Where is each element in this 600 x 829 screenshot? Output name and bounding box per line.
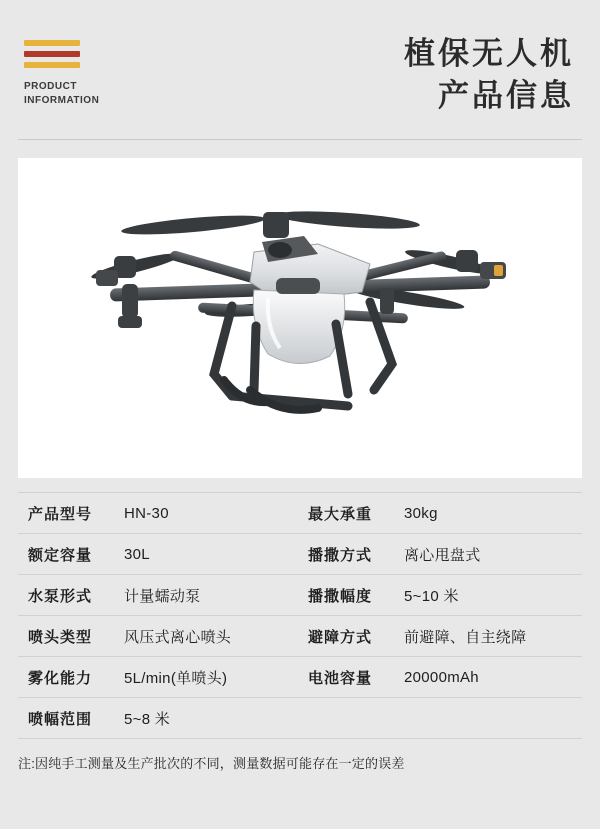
table-row — [18, 575, 582, 616]
spec-label: 喷头类型 — [28, 628, 93, 646]
spec-label: 雾化能力 — [28, 669, 93, 687]
page-header — [0, 0, 600, 150]
header-divider — [18, 139, 582, 140]
page-title-line2: 产品信息 — [438, 77, 574, 114]
spec-value: HN-30 — [124, 504, 169, 522]
spec-label: 避障方式 — [308, 628, 373, 646]
brand-caption-line2: INFORMATION — [24, 94, 100, 106]
brand-bars-icon — [24, 40, 80, 68]
spec-value: 20000mAh — [404, 668, 479, 686]
spec-value: 风压式离心喷头 — [124, 628, 232, 646]
spec-value: 30L — [124, 545, 150, 563]
spec-value: 计量蠕动泵 — [124, 587, 201, 605]
brand-caption — [24, 80, 144, 107]
spec-label: 产品型号 — [28, 505, 93, 523]
spec-value: 前避障、自主绕障 — [404, 628, 527, 646]
spec-label: 水泵形式 — [28, 587, 93, 605]
spec-value: 30kg — [404, 504, 438, 522]
spec-label: 播撒幅度 — [308, 587, 373, 605]
brand-caption-line1: PRODUCT — [24, 81, 77, 92]
measurement-note: 注:因纯手工测量及生产批次的不同，测量数据可能存在一定的误差 — [18, 756, 405, 771]
spec-label: 播撒方式 — [308, 546, 373, 564]
spec-value: 5~8 米 — [124, 710, 171, 728]
spec-table — [18, 492, 582, 739]
product-photo — [18, 158, 582, 478]
spec-label: 最大承重 — [308, 505, 373, 523]
drone-illustration — [18, 158, 582, 478]
table-row — [18, 534, 582, 575]
table-row — [18, 493, 582, 534]
spec-value: 5L/min(单喷头) — [124, 669, 228, 687]
brand-block — [24, 40, 144, 107]
table-row — [18, 657, 582, 698]
spec-label: 额定容量 — [28, 546, 93, 564]
table-row — [18, 616, 582, 657]
spec-label: 电池容量 — [308, 669, 373, 687]
spec-value: 离心甩盘式 — [404, 546, 481, 564]
page-title — [404, 34, 582, 118]
table-row — [18, 698, 582, 739]
page-title-line1: 植保无人机 — [404, 36, 574, 72]
spec-label: 喷幅范围 — [28, 710, 93, 728]
spec-value: 5~10 米 — [404, 587, 459, 605]
